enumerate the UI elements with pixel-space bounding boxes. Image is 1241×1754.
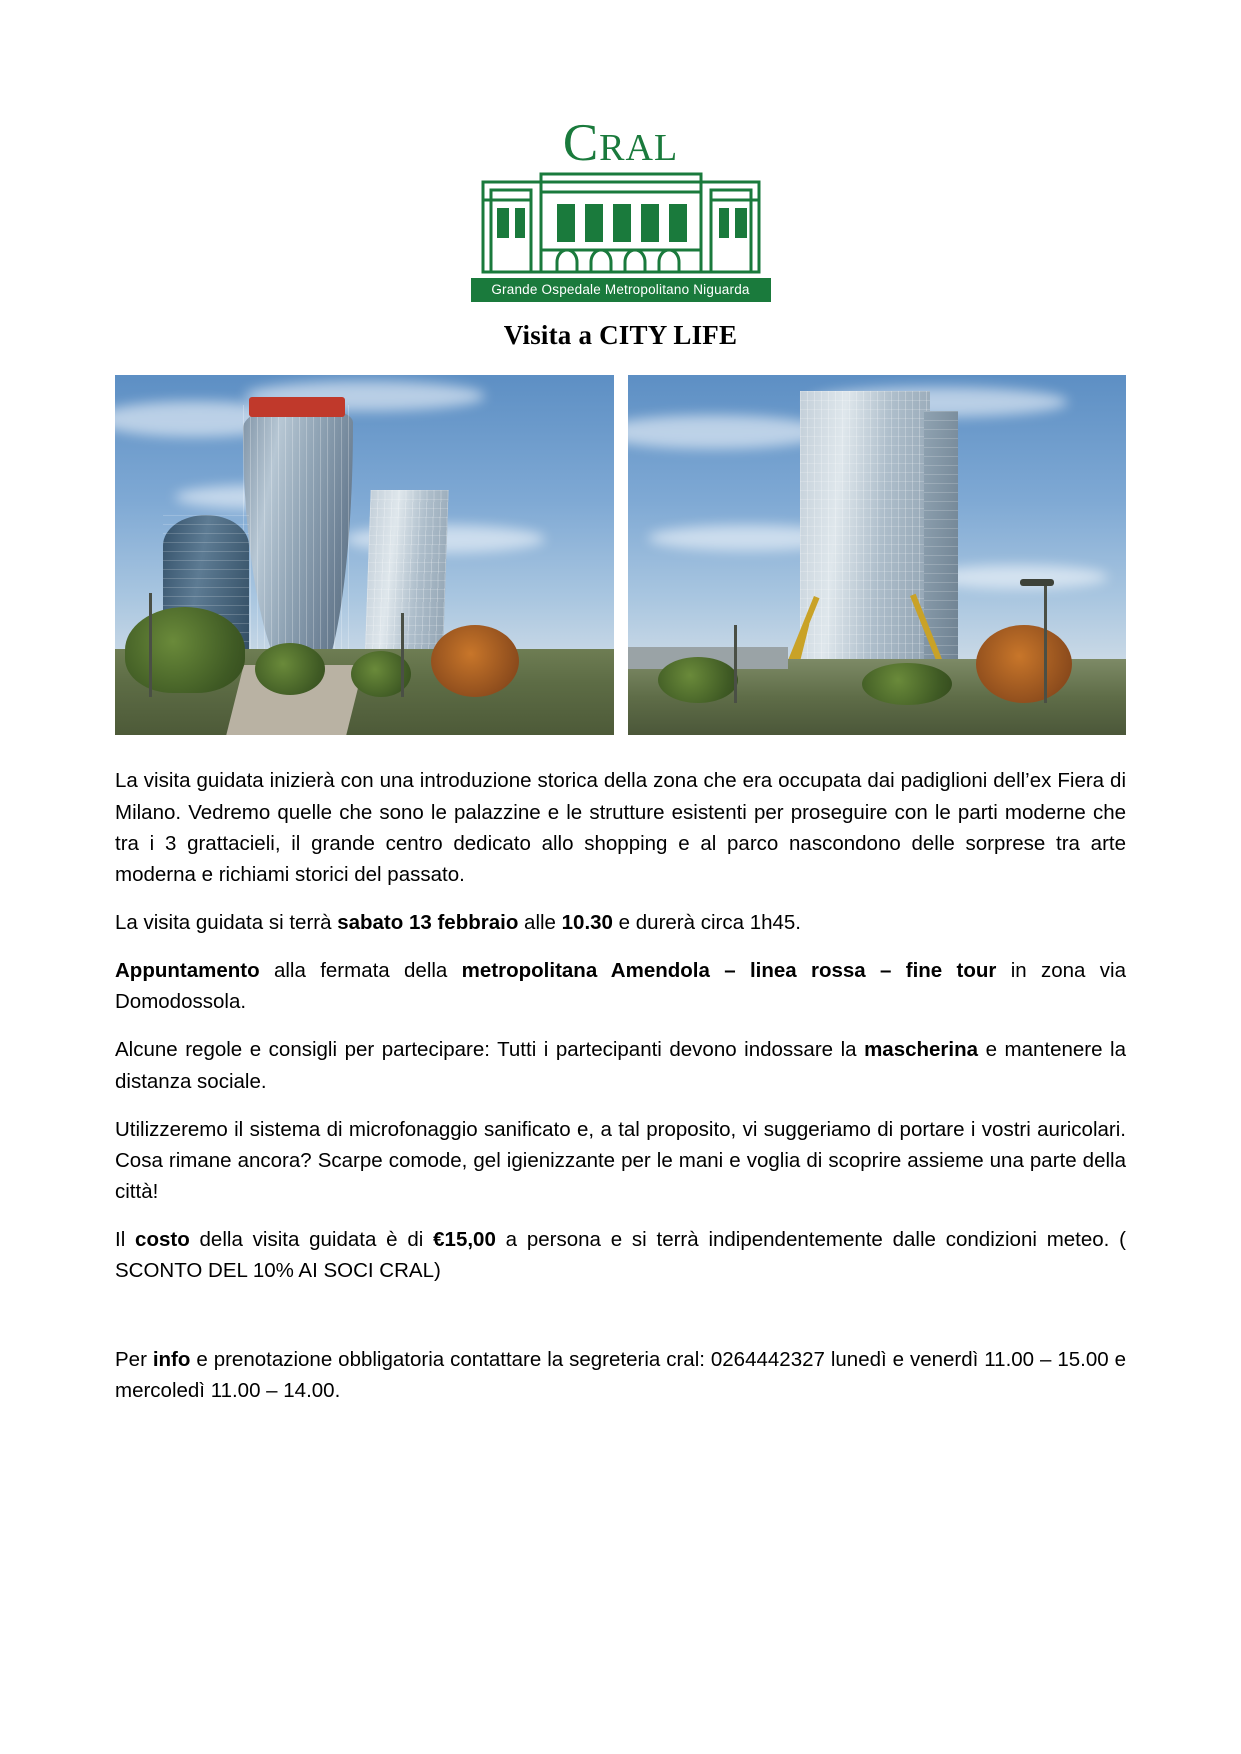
building-facade-icon — [471, 164, 771, 276]
meeting-place: metropolitana Amendola – linea rossa – fine tour — [461, 959, 997, 983]
logo-wordmark-c: C — [562, 114, 600, 172]
citylife-photo-left — [115, 375, 614, 735]
info-tail: e prenotazione obbligatoria contattare la segreteria cral: 0264442327 lunedì e venerdì 11.00 – 15.00 e mercoledì 11.00 – 14.00. — [115, 1347, 1126, 1402]
info-strong: info — [152, 1347, 191, 1371]
paragraph-schedule — [115, 907, 1126, 938]
cost-mid: della visita guidata è di — [189, 1228, 434, 1252]
cost-strong: costo — [135, 1228, 190, 1252]
schedule-date: sabato 13 febbraio — [337, 910, 519, 934]
logo-wordmark-ral: RAL — [599, 127, 679, 169]
meeting-mid: alla fermata della — [259, 959, 462, 983]
paragraph-info — [115, 1344, 1126, 1406]
schedule-mid: alle — [518, 910, 562, 934]
schedule-tail: e durerà circa 1h45. — [612, 910, 801, 934]
paragraph-equipment: Utilizzeremo il sistema di microfonaggio sanificato e, a tal proposito, vi suggeriamo di portare i vostri auricolari. Cosa rimane ancora? Scarpe comode, gel igienizzante per le mani e voglia di scoprire assieme una parte della città! — [115, 1117, 1126, 1204]
logo-wordmark — [471, 114, 771, 172]
rules-tail: e mantenere la distanza sociale. — [115, 1038, 1126, 1093]
citylife-photo-right — [628, 375, 1127, 735]
rules-lead: Alcune regole e consigli per partecipare: Tutti i partecipanti devono indossare la — [115, 1038, 865, 1062]
schedule-lead: La visita guidata si terrà — [115, 910, 338, 934]
page-title: Visita a CITY LIFE — [503, 320, 738, 351]
meeting-label: Appuntamento — [115, 959, 260, 983]
logo-caption: Grande Ospedale Metropolitano Niguarda — [471, 278, 771, 302]
cost-lead: Il — [115, 1228, 136, 1252]
photo-row — [115, 375, 1126, 735]
rules-strong: mascherina — [864, 1038, 979, 1062]
meeting-tail: in zona via Domodossola. — [115, 959, 1126, 1014]
cost-tail: a persona e si terrà indipendentemente dalle condizioni meteo. ( SCONTO DEL 10% AI SOCI CRAL) — [115, 1228, 1126, 1283]
paragraph-cost — [115, 1224, 1126, 1286]
info-lead: Per — [115, 1347, 153, 1371]
paragraph-meeting — [115, 955, 1126, 1017]
paragraph-intro: La visita guidata inizierà con una introduzione storica della zona che era occupata dai padiglioni dell’ex Fiera di Milano. Vedremo quelle che sono le palazzine e le strutture esistenti per proseguire con le parti moderne che tra i 3 grattacieli, il grande centro dedicato allo shopping e al parco nascondono delle sorprese tra arte moderna e richiami storici del passato. — [115, 769, 1126, 886]
paragraph-rules — [115, 1034, 1126, 1096]
cost-price: €15,00 — [433, 1228, 496, 1252]
paragraph-spacer — [115, 1304, 1126, 1344]
schedule-time: 10.30 — [561, 910, 613, 934]
cral-logo — [115, 114, 1126, 302]
